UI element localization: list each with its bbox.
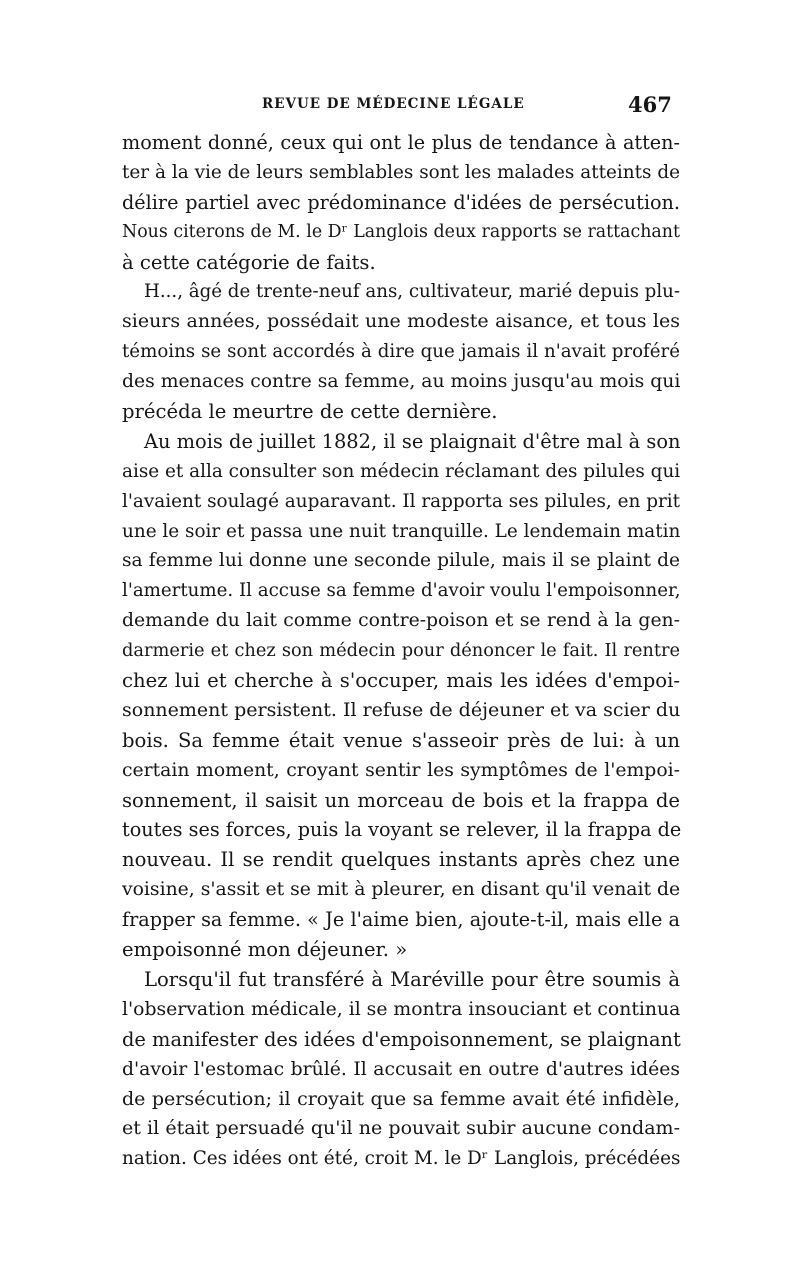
text-line: Nous citerons de M. le Dʳ Langlois deux rapports se rattachant (122, 221, 680, 242)
text-line: sonnement persistent. Il refuse de déjeuner et va scier du (122, 698, 681, 721)
running-title: REVUE DE MÉDECINE LÉGALE (262, 96, 525, 112)
text-line: une le soir et passa une nuit tranquille. Le lendemain matin (122, 520, 681, 542)
text-line: précéda le meurtre de cette dernière. (122, 400, 498, 424)
text-line: l'observation médicale, il se montra insouciant et continua (122, 998, 681, 1020)
text-line: voisine, s'assit et se mit à pleurer, en disant qu'il venait de (122, 879, 681, 901)
text-line: sonnement, il saisit un morceau de bois et la frappa de (122, 788, 680, 812)
text-line: à cette catégorie de faits. (122, 250, 376, 274)
text-line: bois. Sa femme était venue s'asseoir près de lui: à un (122, 728, 680, 752)
running-head (0, 92, 800, 124)
text-line: ter à la vie de leurs semblables sont les malades atteints de (122, 161, 680, 183)
text-line: Au mois de juillet 1882, il se plaignait d'être mal à son (144, 429, 681, 453)
text-line: sieurs années, possédait une modeste aisance, et tous les (122, 310, 680, 333)
text-line: de manifester des idées d'empoisonnement, se plaignant (122, 1027, 681, 1051)
text-line: darmerie et chez son médecin pour dénoncer le fait. Il rentre (122, 640, 680, 662)
text-line: demande du lait comme contre-poison et se rend à la gen- (122, 610, 680, 632)
text-line: témoins se sont accordés à dire que jamais il n'avait proféré (122, 341, 680, 363)
text-line: sa femme lui donne une seconde pilule, mais il se plaint de (122, 550, 680, 572)
body-text (122, 128, 680, 1174)
text-line: frapper sa femme. « Je l'aime bien, ajoute-t-il, mais elle a (122, 908, 680, 932)
text-line: de persécution; il croyait que sa femme avait été infidèle, (122, 1087, 680, 1110)
text-line: certain moment, croyant sentir les symptômes de l'empoi- (122, 759, 680, 781)
text-line: moment donné, ceux qui ont le plus de tendance à atten- (122, 131, 680, 154)
text-line: et il était persuadé qu'il ne pouvait subir aucune condam- (122, 1117, 680, 1140)
text-line: nouveau. Il se rendit quelques instants après chez une (122, 848, 680, 872)
text-line: toutes ses forces, puis la voyant se relever, il la frappa de (122, 818, 682, 842)
page-number: 467 (628, 92, 672, 117)
text-line: Lorsqu'il fut transféré à Maréville pour être soumis à (144, 967, 680, 991)
text-line: chez lui et cherche à s'occuper, mais les idées d'empoi- (122, 669, 680, 693)
text-line: empoisonné mon déjeuner. » (122, 938, 408, 962)
text-line: aise et alla consulter son médecin réclamant des pilules qui (122, 460, 681, 482)
text-line: H..., âgé de trente-neuf ans, cultivateur, marié depuis plu- (144, 281, 680, 303)
text-line: des menaces contre sa femme, au moins jusqu'au mois qui (122, 371, 681, 393)
text-line: l'avaient soulagé auparavant. Il rapporta ses pilules, en prit (122, 490, 681, 512)
text-line: l'amertume. Il accuse sa femme d'avoir voulu l'empoisonner, (122, 580, 681, 602)
text-line: d'avoir l'estomac brûlé. Il accusait en outre d'autres idées (122, 1058, 680, 1080)
text-line: nation. Ces idées ont été, croit M. le Dʳ Langlois, précédées (122, 1148, 681, 1170)
text-line: délire partiel avec prédominance d'idées de persécution. (122, 190, 680, 214)
